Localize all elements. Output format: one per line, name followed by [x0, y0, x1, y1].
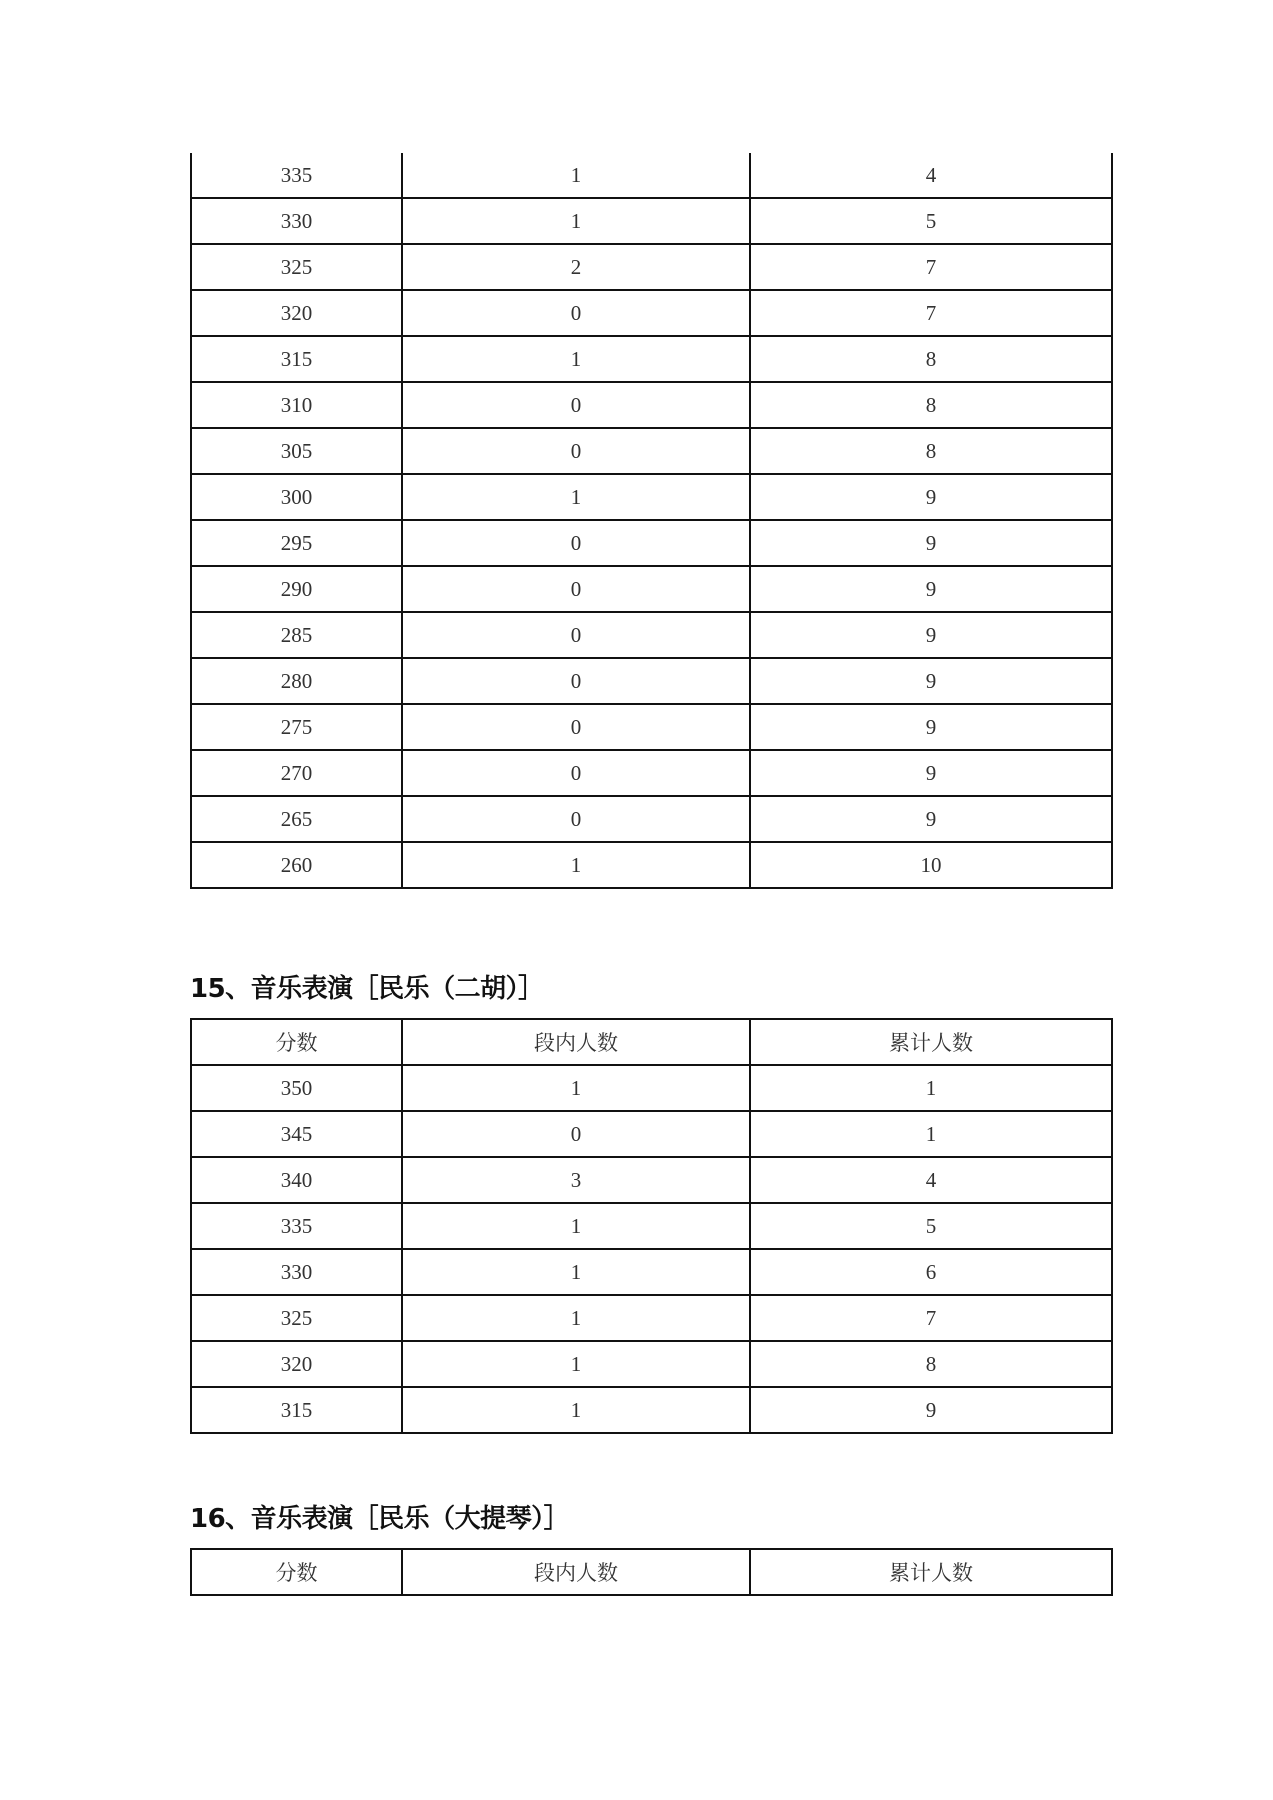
- cell-score: 335: [191, 1203, 402, 1249]
- table-row: [191, 336, 1112, 382]
- cell-segment-count: 1: [402, 842, 750, 888]
- cell-cumulative-count: 9: [750, 612, 1112, 658]
- cell-segment-count: 0: [402, 428, 750, 474]
- cell-cumulative-count: 9: [750, 566, 1112, 612]
- cell-segment-count: 1: [402, 1065, 750, 1111]
- cell-segment-count: 1: [402, 1341, 750, 1387]
- cell-cumulative-count: 9: [750, 750, 1112, 796]
- cell-score: 300: [191, 474, 402, 520]
- header-cumulative-count: 累计人数: [750, 1019, 1112, 1065]
- table-row: [191, 658, 1112, 704]
- cell-score: 295: [191, 520, 402, 566]
- table-row: [191, 382, 1112, 428]
- section-16-title: 16、音乐表演［民乐（大提琴）］: [190, 1504, 570, 1534]
- table-row: [191, 153, 1112, 198]
- cell-score: 320: [191, 1341, 402, 1387]
- section-15-title: 15、音乐表演［民乐（二胡）］: [190, 974, 544, 1004]
- cell-segment-count: 0: [402, 796, 750, 842]
- cell-cumulative-count: 5: [750, 1203, 1112, 1249]
- cell-cumulative-count: 9: [750, 1387, 1112, 1433]
- table-row: [191, 428, 1112, 474]
- cell-cumulative-count: 9: [750, 704, 1112, 750]
- table-row: [191, 612, 1112, 658]
- cell-cumulative-count: 7: [750, 290, 1112, 336]
- cell-segment-count: 0: [402, 382, 750, 428]
- table-row: [191, 198, 1112, 244]
- cell-cumulative-count: 7: [750, 1295, 1112, 1341]
- table-row: [191, 1203, 1112, 1249]
- cell-score: 270: [191, 750, 402, 796]
- cell-score: 320: [191, 290, 402, 336]
- cell-segment-count: 1: [402, 474, 750, 520]
- cell-cumulative-count: 9: [750, 520, 1112, 566]
- cell-cumulative-count: 5: [750, 198, 1112, 244]
- cell-score: 285: [191, 612, 402, 658]
- table-row: [191, 796, 1112, 842]
- table-row: [191, 244, 1112, 290]
- cell-cumulative-count: 9: [750, 474, 1112, 520]
- cell-segment-count: 0: [402, 520, 750, 566]
- cell-score: 335: [191, 153, 402, 198]
- table-row: [191, 474, 1112, 520]
- cell-score: 290: [191, 566, 402, 612]
- cell-segment-count: 1: [402, 1249, 750, 1295]
- cell-score: 325: [191, 244, 402, 290]
- cell-cumulative-count: 8: [750, 1341, 1112, 1387]
- table-row: [191, 290, 1112, 336]
- cell-segment-count: 1: [402, 1203, 750, 1249]
- cell-score: 315: [191, 336, 402, 382]
- table-row: [191, 1341, 1112, 1387]
- cell-segment-count: 0: [402, 750, 750, 796]
- header-cumulative-count: 累计人数: [750, 1549, 1112, 1595]
- table-row: [191, 1387, 1112, 1433]
- cell-cumulative-count: 7: [750, 244, 1112, 290]
- cell-cumulative-count: 10: [750, 842, 1112, 888]
- cell-score: 265: [191, 796, 402, 842]
- cell-score: 275: [191, 704, 402, 750]
- table-row: [191, 1111, 1112, 1157]
- table-row: [191, 1249, 1112, 1295]
- table-row: [191, 1065, 1112, 1111]
- cell-score: 280: [191, 658, 402, 704]
- cell-segment-count: 0: [402, 566, 750, 612]
- table-header-row: [191, 1019, 1112, 1065]
- score-table-continued: [190, 153, 1113, 889]
- cell-segment-count: 0: [402, 658, 750, 704]
- table-row: [191, 842, 1112, 888]
- cell-segment-count: 1: [402, 1295, 750, 1341]
- cell-score: 340: [191, 1157, 402, 1203]
- cell-score: 310: [191, 382, 402, 428]
- cell-cumulative-count: 8: [750, 428, 1112, 474]
- cell-cumulative-count: 6: [750, 1249, 1112, 1295]
- table-row: [191, 704, 1112, 750]
- table-15-body: [191, 1065, 1112, 1433]
- header-score: 分数: [191, 1019, 402, 1065]
- table-row: [191, 1157, 1112, 1203]
- cell-score: 330: [191, 198, 402, 244]
- table-header-row: [191, 1549, 1112, 1595]
- cell-segment-count: 0: [402, 612, 750, 658]
- cell-segment-count: 1: [402, 153, 750, 198]
- cell-segment-count: 1: [402, 198, 750, 244]
- cell-cumulative-count: 8: [750, 336, 1112, 382]
- cell-score: 315: [191, 1387, 402, 1433]
- score-table-16: [190, 1548, 1113, 1596]
- cell-segment-count: 1: [402, 336, 750, 382]
- cell-segment-count: 0: [402, 290, 750, 336]
- cell-segment-count: 0: [402, 704, 750, 750]
- cell-cumulative-count: 1: [750, 1065, 1112, 1111]
- cell-score: 305: [191, 428, 402, 474]
- cell-segment-count: 3: [402, 1157, 750, 1203]
- score-table-15: [190, 1018, 1113, 1434]
- header-segment-count: 段内人数: [402, 1549, 750, 1595]
- cell-cumulative-count: 9: [750, 796, 1112, 842]
- table-row: [191, 750, 1112, 796]
- cell-cumulative-count: 9: [750, 658, 1112, 704]
- cell-score: 325: [191, 1295, 402, 1341]
- cell-cumulative-count: 4: [750, 153, 1112, 198]
- cell-cumulative-count: 1: [750, 1111, 1112, 1157]
- table-row: [191, 566, 1112, 612]
- cell-cumulative-count: 8: [750, 382, 1112, 428]
- continued-table-body: [191, 153, 1112, 888]
- cell-score: 350: [191, 1065, 402, 1111]
- cell-segment-count: 0: [402, 1111, 750, 1157]
- table-row: [191, 1295, 1112, 1341]
- header-segment-count: 段内人数: [402, 1019, 750, 1065]
- cell-score: 345: [191, 1111, 402, 1157]
- cell-cumulative-count: 4: [750, 1157, 1112, 1203]
- cell-score: 260: [191, 842, 402, 888]
- cell-segment-count: 1: [402, 1387, 750, 1433]
- cell-segment-count: 2: [402, 244, 750, 290]
- table-row: [191, 520, 1112, 566]
- cell-score: 330: [191, 1249, 402, 1295]
- header-score: 分数: [191, 1549, 402, 1595]
